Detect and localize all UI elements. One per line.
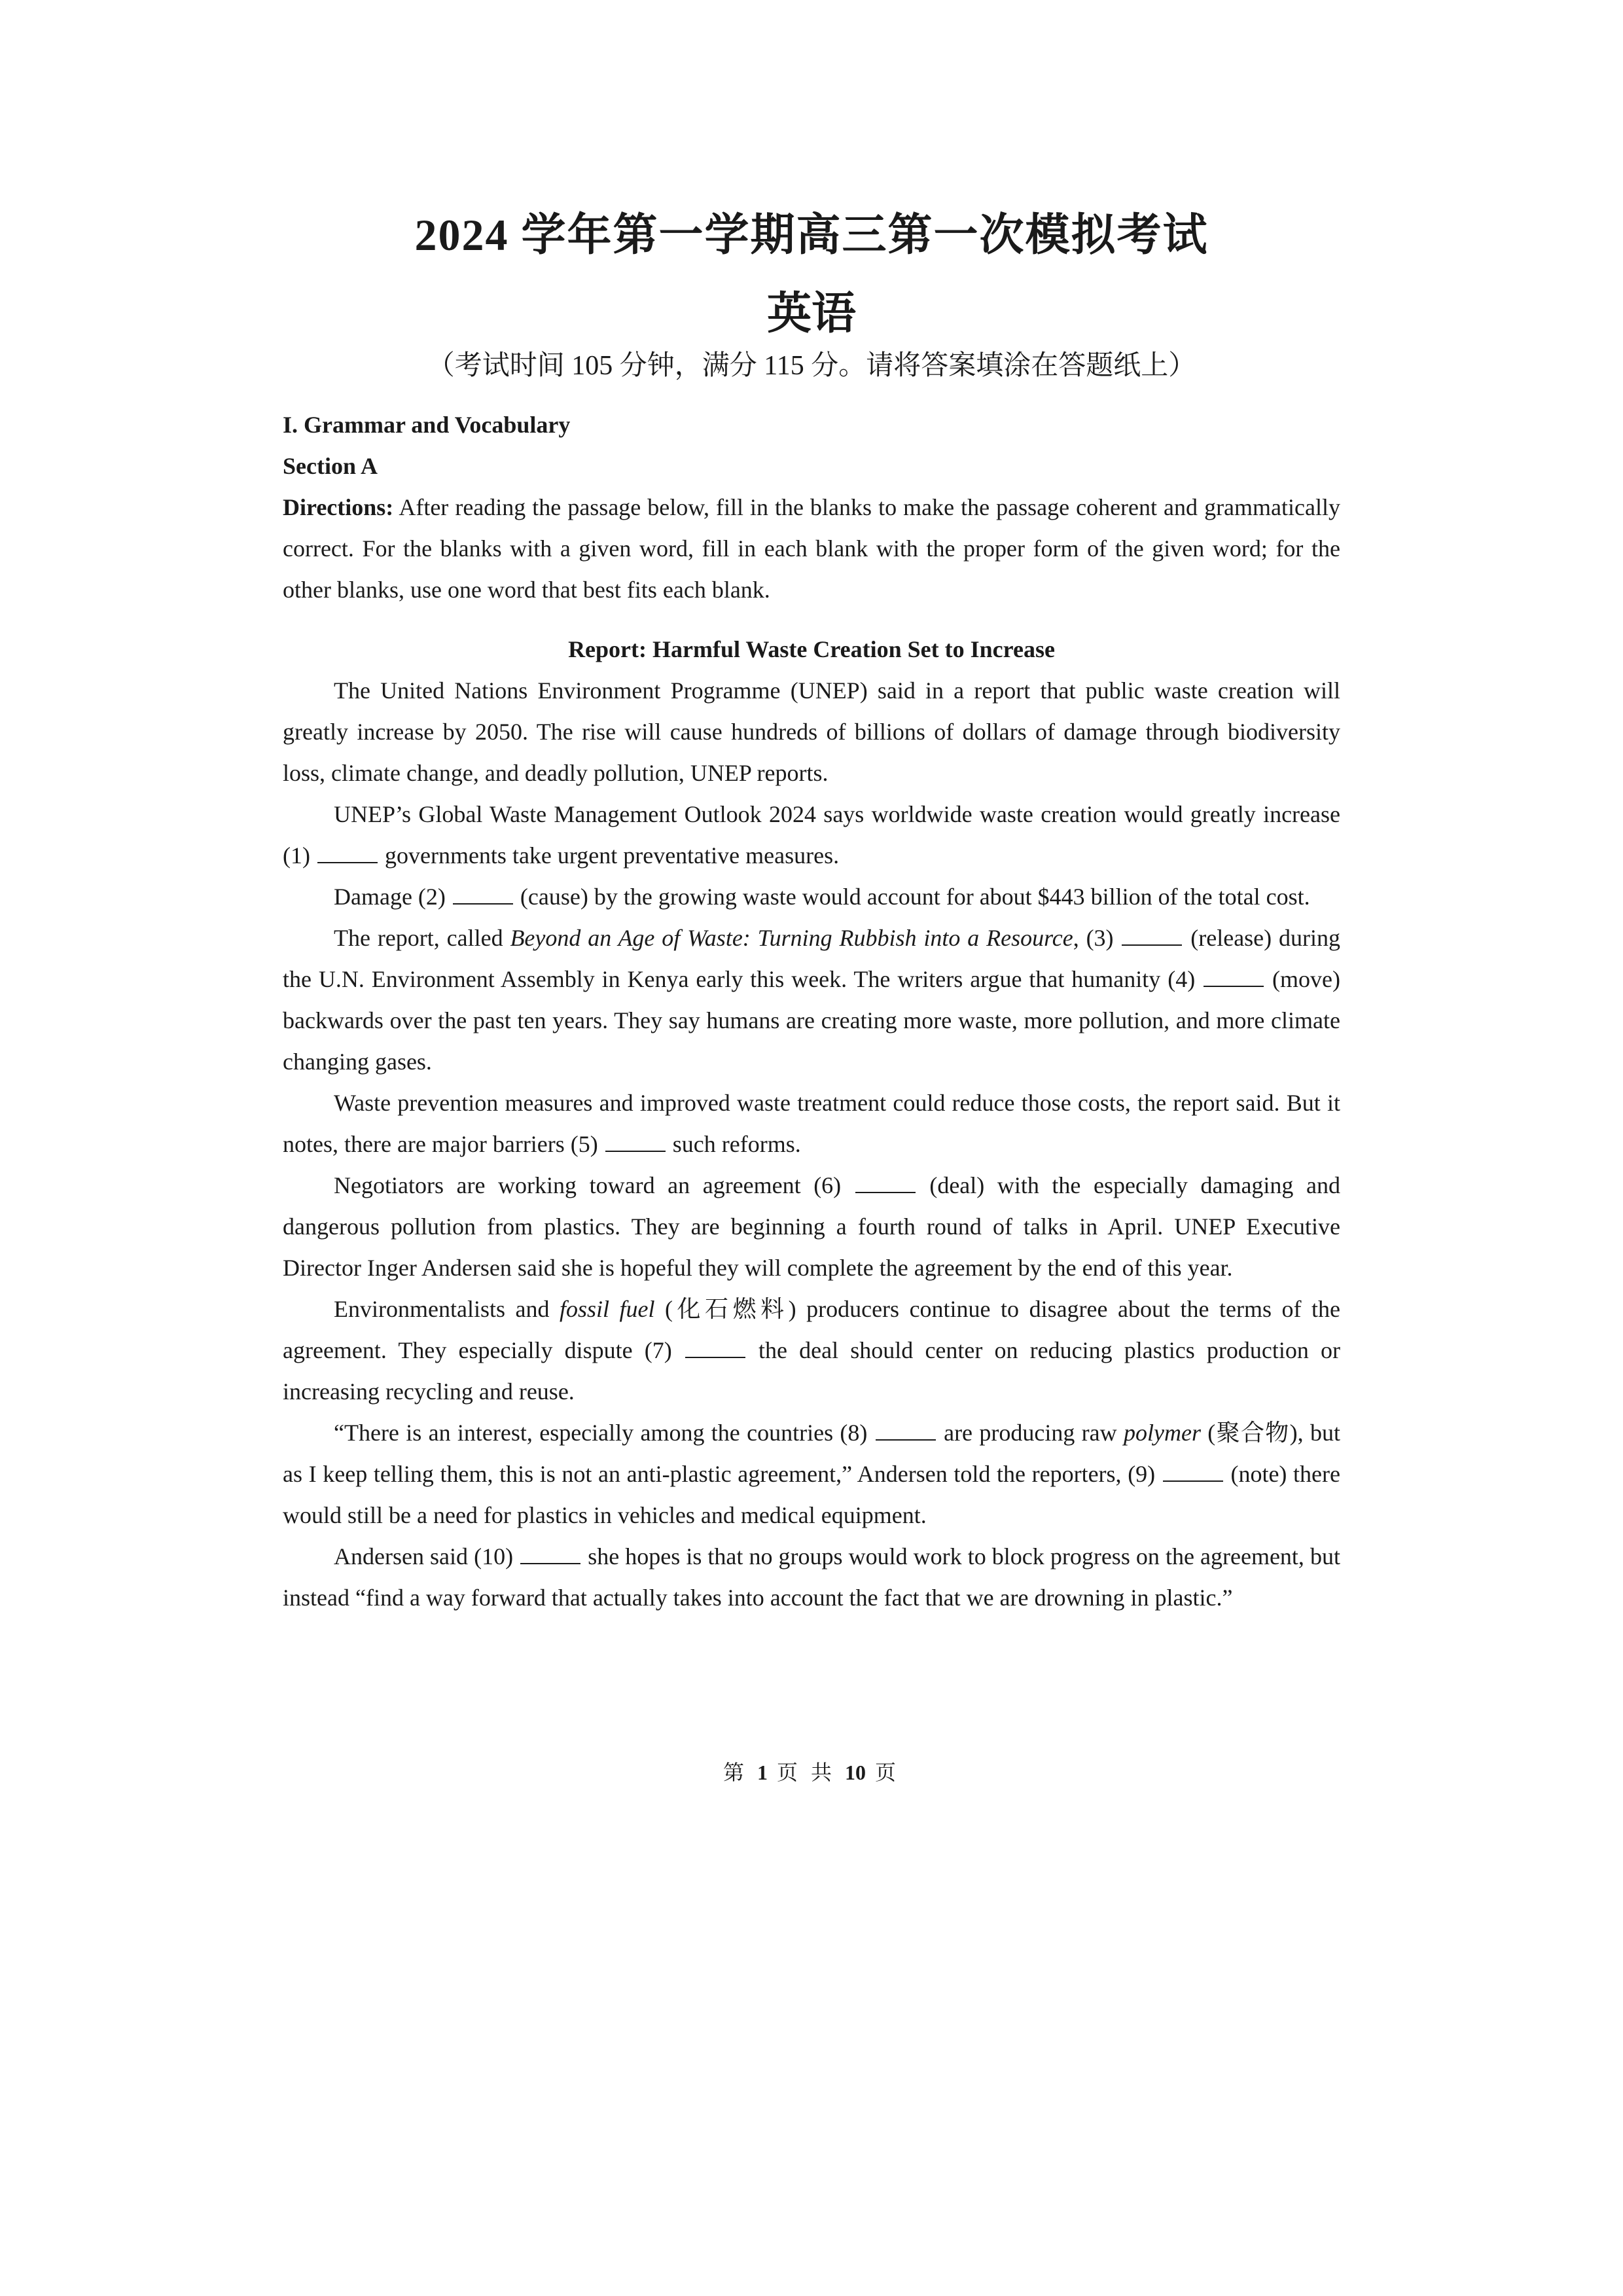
paragraph-text: Waste prevention measures and improved waste treatment could reduce those costs, the report said. But it notes, there are major barriers (5)	[283, 1090, 1340, 1157]
directions-text: After reading the passage below, fill in the blanks to make the passage coherent and grammatically correct. For the blanks with a given word, fill in each blank with the proper form of the given word; for the other blanks, use one word that best fits each blank.	[283, 494, 1340, 603]
passage-title: Report: Harmful Waste Creation Set to Increase	[568, 636, 1055, 662]
part-heading: I. Grammar and Vocabulary	[283, 412, 571, 438]
total-page-count: 10	[845, 1761, 866, 1784]
exam-instructions: （考试时间 105 分钟，满分 115 分。请将答案填涂在答题纸上）	[427, 351, 1196, 381]
blank-10[interactable]	[520, 1543, 580, 1564]
paragraph-text: are producing raw	[936, 1420, 1124, 1446]
term-italic: fossil fuel	[559, 1296, 655, 1322]
paragraph-text: , but as I keep telling them, this is not an anti-plastic agreement,” Andersen told the reporters, (9)	[283, 1420, 1340, 1487]
passage-paragraph-8	[283, 1412, 1340, 1536]
passage-paragraph-1: The United Nations Environment Programme (UNEP) said in a report that public waste creation will greatly increase by 2050. The rise will cause hundreds of billions of dollars of damage through biodiversity loss, climate change, and deadly pollution, UNEP reports.	[283, 677, 1340, 786]
blank-7[interactable]	[685, 1337, 745, 1358]
paragraph-text: (deal) with the especially damaging and dangerous pollution from plastics. They are beginning a fourth round of talks in April. UNEP Executive Director Inger Andersen said she is hopeful they will complete the agreement by the end of this year.	[283, 1172, 1340, 1281]
paragraph-text: Andersen said (10)	[334, 1543, 520, 1570]
footer-text: 页	[866, 1761, 901, 1784]
directions-label: Directions:	[283, 494, 394, 520]
paragraph-text: the deal should center on reducing plastics production or increasing recycling and reuse.	[283, 1337, 1341, 1405]
blank-2[interactable]	[453, 884, 513, 905]
blank-5[interactable]	[605, 1131, 666, 1152]
paragraph-text: producers continue to disagree about the terms of the agreement. They especially dispute (7)	[283, 1296, 1340, 1363]
paragraph-text: governments take urgent preventative measures.	[378, 842, 840, 869]
blank-6[interactable]	[855, 1172, 916, 1193]
passage-paragraph-5	[283, 1083, 1340, 1165]
paragraph-text: “There is an interest, especially among the countries (8)	[334, 1420, 874, 1446]
paragraph-text: Negotiators are working toward an agreement (6)	[334, 1172, 854, 1198]
paragraph-text: such reforms.	[666, 1131, 801, 1157]
passage-paragraph-6	[283, 1165, 1340, 1289]
blank-8[interactable]	[876, 1420, 936, 1441]
page-number-footer	[0, 1756, 1623, 1786]
paragraph-text: (cause) by the growing waste would account for about $443 billion of the total cost.	[514, 884, 1310, 910]
passage-paragraph-9	[283, 1536, 1340, 1619]
subject-title: 英语	[766, 289, 856, 338]
paragraph-text: , (3)	[1073, 925, 1121, 951]
passage-paragraph-2	[283, 794, 1340, 876]
chinese-gloss: (聚合物)	[1200, 1420, 1298, 1446]
exam-title: 2024 学年第一学期高三第一次模拟考试	[414, 210, 1209, 260]
footer-text: 页 共	[767, 1761, 845, 1784]
passage-paragraph-4	[283, 918, 1340, 1083]
report-title-italic: Beyond an Age of Waste: Turning Rubbish into a Resource	[510, 925, 1073, 951]
chinese-gloss: (化石燃料)	[654, 1296, 796, 1322]
paragraph-text: (note) there would still be a need for plastics in vehicles and medical equipment.	[283, 1461, 1340, 1528]
paragraph-text: (move) backwards over the past ten years. They say humans are creating more waste, more pollution, and more climate changing gases.	[283, 966, 1340, 1075]
footer-text: 第	[722, 1761, 757, 1784]
paragraph-text: Environmentalists and	[334, 1296, 560, 1322]
paragraph-text: UNEP’s Global Waste Management Outlook 2024 says worldwide waste creation would greatly increase (1)	[283, 801, 1340, 869]
passage-paragraph-7	[283, 1289, 1340, 1412]
passage-paragraph-3	[283, 876, 1340, 918]
blank-3[interactable]	[1122, 925, 1182, 946]
paragraph-text: The report, called	[334, 925, 510, 951]
blank-1[interactable]	[317, 842, 378, 863]
blank-9[interactable]	[1163, 1461, 1223, 1482]
paragraph-text: Damage (2)	[334, 884, 452, 910]
exam-content	[283, 404, 1340, 1619]
directions	[283, 487, 1340, 611]
section-heading: Section A	[283, 453, 378, 479]
paragraph-text: she hopes is that no groups would work to block progress on the agreement, but instead “find a way forward that actually takes into account the fact that we are drowning in plastic.”	[283, 1543, 1340, 1611]
current-page-number: 1	[757, 1761, 768, 1784]
blank-4[interactable]	[1204, 966, 1264, 987]
paragraph-text: (release) during the U.N. Environment Assembly in Kenya early this week. The writers argue that humanity (4)	[283, 925, 1340, 992]
term-italic: polymer	[1123, 1420, 1201, 1446]
